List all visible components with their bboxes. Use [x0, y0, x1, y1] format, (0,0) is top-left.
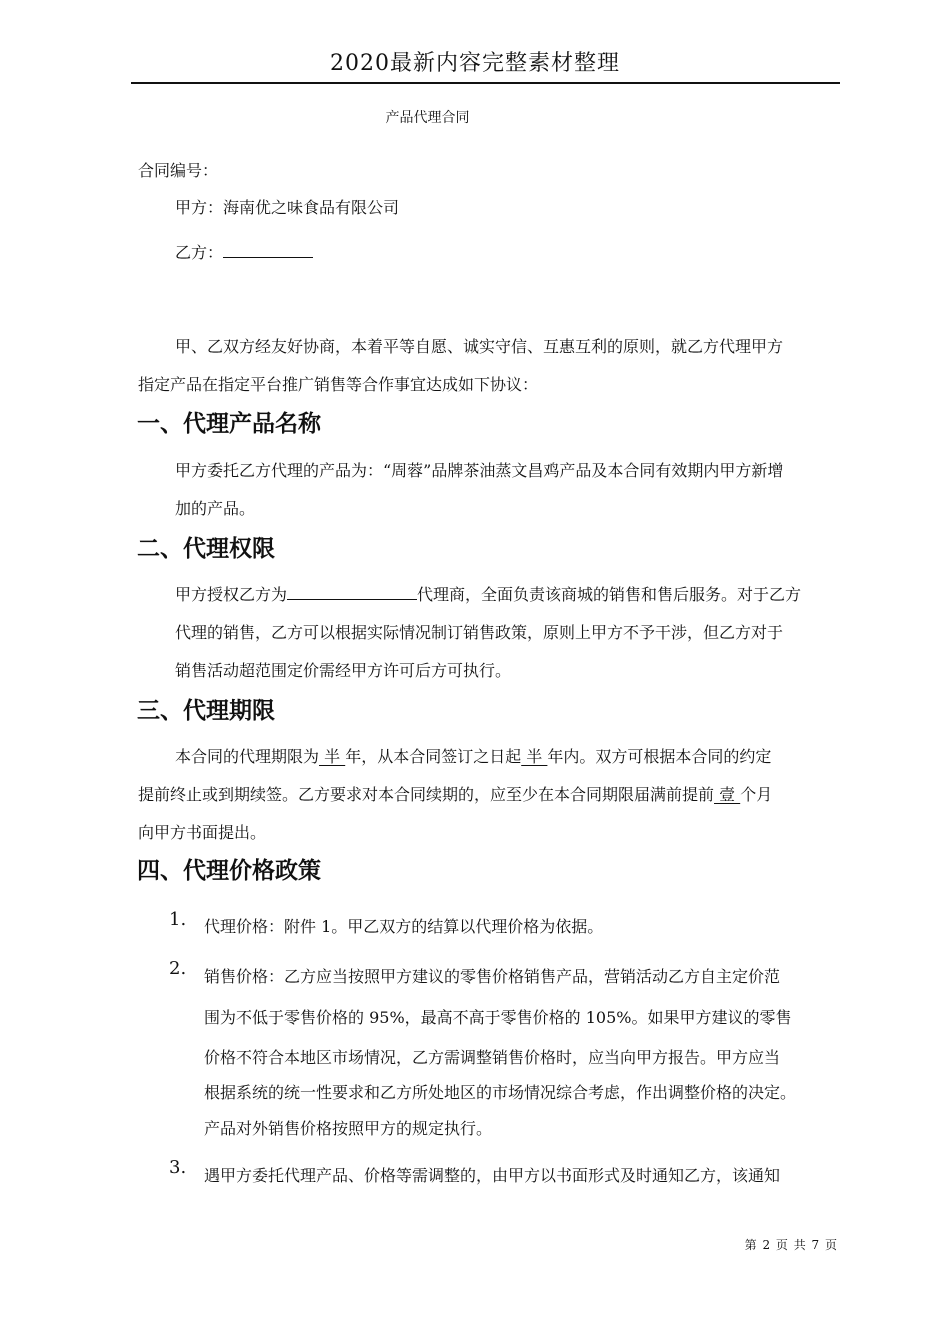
agent-type-blank	[287, 583, 417, 600]
section-1-line-1: 甲方委托乙方代理的产品为：“周蓉”品牌茶油蒸文昌鸡产品及本合同有效期内甲方新增	[175, 461, 784, 480]
section-2-heading: 二、代理权限	[137, 536, 275, 562]
section-3-line-1: 本合同的代理期限为 半 年，从本合同签订之日起 半 年内。双方可根据本合同的约定	[175, 747, 772, 766]
term-within-value: 半	[521, 747, 548, 766]
intro-line-1: 甲、乙双方经友好协商，本着平等自愿、诚实守信、互惠互利的原则，就乙方代理甲方	[175, 337, 784, 356]
party-b-line	[175, 240, 313, 263]
section-2-line-1: 甲方授权乙方为 代理商，全面负责该商城的销售和售后服务。对于乙方	[175, 585, 802, 604]
term-value: 半	[319, 747, 346, 766]
party-b-blank	[223, 241, 313, 258]
section-2-line-2: 代理的销售，乙方可以根据实际情况制订销售政策，原则上甲方不予干涉，但乙方对于	[175, 623, 784, 642]
list-item-number: 3.	[169, 1157, 187, 1178]
page-footer: 第 2 页 共 7 页	[744, 1238, 838, 1252]
intro-line-2: 指定产品在指定平台推广销售等合作事宜达成如下协议：	[138, 375, 539, 394]
page-header-title: 2020最新内容完整素材整理	[330, 51, 620, 76]
list-item-number: 2.	[169, 958, 187, 979]
list-item-3-line-1: 遇甲方委托代理产品、价格等需调整的，由甲方以书面形式及时通知乙方，该通知	[204, 1166, 781, 1185]
section-3-line-3: 向甲方书面提出。	[138, 823, 267, 842]
list-item-1-line-1: 代理价格：附件 1。甲乙双方的结算以代理价格为依据。	[204, 917, 604, 936]
section-1-line-2: 加的产品。	[175, 499, 256, 518]
section-3-line-2: 提前终止或到期续签。乙方要求对本合同续期的，应至少在本合同期限届满前提前 壹 个月	[138, 785, 773, 804]
list-item-2-line-5: 产品对外销售价格按照甲方的规定执行。	[204, 1119, 493, 1138]
section-1-heading: 一、代理产品名称	[137, 411, 321, 437]
section-3-heading: 三、代理期限	[137, 698, 275, 724]
notice-months-value: 壹	[714, 785, 741, 804]
list-item-2-line-4: 根据系统的统一性要求和乙方所处地区的市场情况综合考虑，作出调整价格的决定。	[204, 1083, 797, 1102]
party-a: 甲方：海南优之味食品有限公司	[175, 198, 400, 217]
list-item-2-line-2: 围为不低于零售价格的 95%，最高不高于零售价格的 105%。如果甲方建议的零售	[204, 1008, 792, 1027]
contract-number-label: 合同编号：	[138, 161, 219, 180]
list-item-number: 1.	[169, 909, 187, 930]
list-item-2-line-1: 销售价格：乙方应当按照甲方建议的零售价格销售产品，营销活动乙方自主定价范	[204, 967, 781, 986]
list-item-2-line-3: 价格不符合本地区市场情况，乙方需调整销售价格时，应当向甲方报告。甲方应当	[204, 1048, 781, 1067]
document-title: 产品代理合同	[385, 110, 470, 126]
party-b-label: 乙方：	[175, 243, 224, 262]
header-divider	[131, 82, 840, 84]
section-2-line-3: 销售活动超范围定价需经甲方许可后方可执行。	[175, 661, 512, 680]
section-4-heading: 四、代理价格政策	[137, 858, 321, 884]
